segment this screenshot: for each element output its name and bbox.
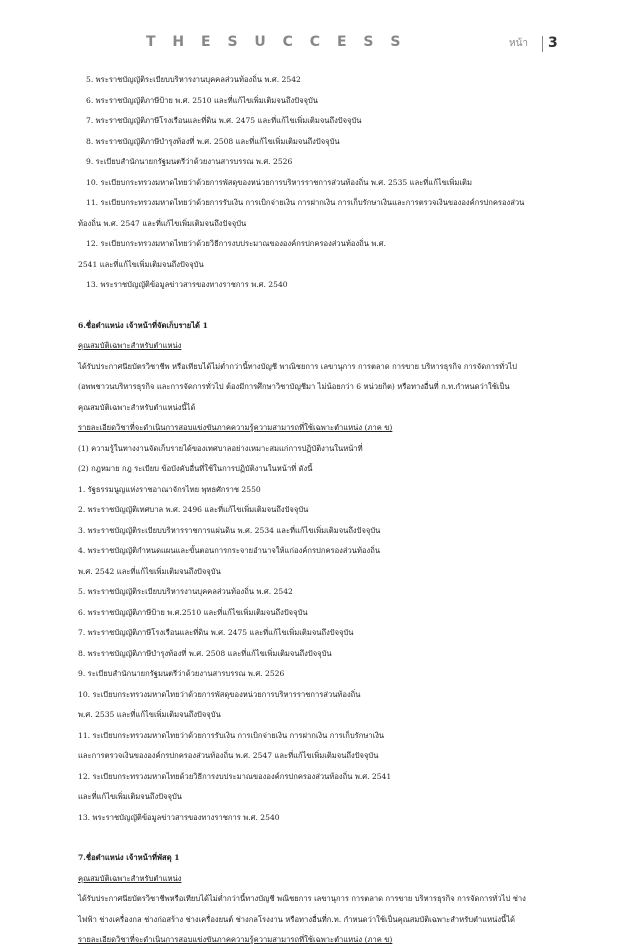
text-line: 2541 และที่แก้ไขเพิ่มเติมจนถึงปัจจุบัน <box>78 259 204 269</box>
page-header <box>0 0 638 70</box>
text-line: 12. ระเบียบกระทรวงมหาดไทยว่าด้วยวิธีการงบประมาณขององค์กรปกครองส่วนท้องถิ่น พ.ศ. <box>86 239 387 248</box>
text-line: 7. พระราชบัญญัติภาษีโรงเรือนและที่ดิน พ.ศ. 2475 และที่แก้ไขเพิ่มเติมจนถึงปัจจุบัน <box>86 116 362 125</box>
text-line: (อพพชาวนบริหารธุรกิจ และการจัดการทั่วไป ต้องมีการศึกษาวิชาบัญชีมา ไม่น้อยกว่า 6 หน่วยกิต) หรือทางอื่นที่ ก.ท.กำหนดว่าใช้เป็น <box>78 382 510 391</box>
section-heading: 7.ชื่อตำแหน่ง เจ้าหน้าที่พัสดุ 1 <box>78 853 180 862</box>
text-line: รายละเอียดวิชาที่จะดำเนินการสอบแข่งขันภาคความรู้ความสามารถที่ใช้เฉพาะตำแหน่ง (ภาค ข) <box>78 423 393 432</box>
text-line: ท้องถิ่น พ.ศ. 2547 และที่แก้ไขเพิ่มเติมจนถึงปัจจุบัน <box>78 218 247 228</box>
text-line: 10. ระเบียบกระทรวงมหาดไทยว่าด้วยการพัสดุของหน่วยการบริหารราชการส่วนท้องถิ่น <box>78 689 361 699</box>
text-line: 13. พระราชบัญญัติข้อมูลข่าวสารของทางราชการ พ.ศ. 2540 <box>78 812 280 822</box>
text-line: 12. ระเบียบกระทรวงมหาดไทยด้วยวิธีการงบประมาณขององค์กรปกครองส่วนท้องถิ่น พ.ศ. 2541 <box>78 771 392 781</box>
text-line: 11. ระเบียบกระทรวงมหาดไทยว่าด้วยการรับเงิน การเบิกจ่ายเงิน การฝากเงิน การเก็บรักษาเงินและการตรวจเงินขององค์กรปกครองส่วน <box>86 198 525 207</box>
text-line: 10. ระเบียบกระทรวงมหาดไทยว่าด้วยการพัสดุของหน่วยการบริหารราชการส่วนท้องถิ่น พ.ศ. 2535 และที่แก้ไขเพิ่มเติม <box>86 177 472 187</box>
page-number: 3 <box>548 35 558 51</box>
section-heading: 6.ชื่อตำแหน่ง เจ้าหน้าที่จัดเก็บรายได้ 1 <box>78 320 208 330</box>
text-line: ได้รับประกาศนียบัตรวิชาชีพหรือเทียบได้ไม่ต่ำกว่านี้ทางบัญชี พณิชยการ เลขานุการ การตลาด การขาย บริหารธุรกิจ การจัดการทั่วไป ช่าง <box>78 894 526 903</box>
text-line: ไฟฟ้า ช่างเครื่องกล ช่างก่อสร้าง ช่างเครื่องยนต์ ช่างกลโรงงาน หรือทางอื่นที่ก.ท. กำหนดว่าใช้เป็นคุณสมบัติเฉพาะสำหรับตำแหน่งนี้ได้ <box>78 914 515 924</box>
text-line: 7. พระราชบัญญัติภาษีโรงเรือนและที่ดิน พ.ศ. 2475 และที่แก้ไขเพิ่มเติมจนถึงปัจจุบัน <box>78 628 354 637</box>
text-line: 11. ระเบียบกระทรวงมหาดไทยว่าด้วยการรับเงิน การเบิกจ่ายเงิน การฝากเงิน การเก็บรักษาเงิน <box>78 730 385 740</box>
spacer <box>78 828 583 848</box>
text-line: 8. พระราชบัญญัติภาษีบำรุงท้องที่ พ.ศ. 2508 และที่แก้ไขเพิ่มเติมจนถึงปัจจุบัน <box>78 648 332 658</box>
text-line: และที่แก้ไขเพิ่มเติมจนถึงปัจจุบัน <box>78 792 182 801</box>
text-line: 3. พระราชบัญญัติระเบียบบริหารราชการแผ่นดิน พ.ศ. 2534 และที่แก้ไขเพิ่มเติมจนถึงปัจจุบัน <box>78 525 381 535</box>
text-line: คุณสมบัติเฉพาะสำหรับตำแหน่ง <box>78 341 182 350</box>
text-line: พ.ศ. 2542 และที่แก้ไขเพิ่มเติมจนถึงปัจจุบัน <box>78 566 221 576</box>
document-body <box>78 70 583 951</box>
text-line: และการตรวจเงินขององค์กรปกครองส่วนท้องถิ่น พ.ศ. 2547 และที่แก้ไขเพิ่มเติมจนถึงปัจจุบัน <box>78 751 379 760</box>
page-label: หน้า <box>509 38 529 49</box>
text-line: 6. พระราชบัญญัติภาษีป้าย พ.ศ. 2510 และที่แก้ไขเพิ่มเติมจนถึงปัจจุบัน <box>86 95 318 105</box>
page-separator <box>542 36 543 52</box>
text-line: 2. พระราชบัญญัติเทศบาล พ.ศ. 2496 และที่แก้ไขเพิ่มเติมจนถึงปัจจุบัน <box>78 505 309 514</box>
text-line: 6. พระราชบัญญัติภาษีป้าย พ.ศ.2510 และที่แก้ไขเพิ่มเติมจนถึงปัจจุบัน <box>78 607 308 617</box>
text-line: (1) ความรู้ในทางงานจัดเก็บรายได้ของเทศบาลอย่างเหมาะสมแก่การปฏิบัติงานในหน้าที่ <box>78 443 363 453</box>
text-line: 8. พระราชบัญญัติภาษีบำรุงท้องที่ พ.ศ. 2508 และที่แก้ไขเพิ่มเติมจนถึงปัจจุบัน <box>86 136 340 146</box>
text-line: 5. พระราชบัญญัติระเบียบบริหารงานบุคคลส่วนท้องถิ่น พ.ศ. 2542 <box>78 587 293 596</box>
text-line: 9. ระเบียบสำนักนายกรัฐมนตรีว่าด้วยงานสารบรรณ พ.ศ. 2526 <box>86 157 293 166</box>
text-line: 9. ระเบียบสำนักนายกรัฐมนตรีว่าด้วยงานสารบรรณ พ.ศ. 2526 <box>78 669 285 678</box>
text-line: รายละเอียดวิชาที่จะดำเนินการสอบแข่งขันภาคความรู้ความสามารถที่ใช้เฉพาะตำแหน่ง (ภาค ข) <box>78 935 393 944</box>
text-line: 1. รัฐธรรมนูญแห่งราชอาณาจักรไทย พุทธศักราช 2550 <box>78 484 261 494</box>
text-line: คุณสมบัติเฉพาะสำหรับตำแหน่ง <box>78 873 182 883</box>
text-line: คุณสมบัติเฉพาะสำหรับตำแหน่งนี้ได้ <box>78 402 196 412</box>
spacer <box>78 296 583 316</box>
text-line: 13. พระราชบัญญัติข้อมูลข่าวสารของทางราชการ พ.ศ. 2540 <box>86 280 288 289</box>
brand-title: T H E S U C C E S S <box>146 34 407 50</box>
text-line: 5. พระราชบัญญัติระเบียบบริหารงานบุคคลส่วนท้องถิ่น พ.ศ. 2542 <box>86 75 301 84</box>
text-line: 4. พระราชบัญญัติกำหนดแผนและขั้นตอนการกระจายอำนาจให้แก่องค์กรปกครองส่วนท้องถิ่น <box>78 546 381 555</box>
text-line: ได้รับประกาศนียบัตรวิชาชีพ หรือเทียบได้ไม่ต่ำกว่านี้ทางบัญชี พาณิชยการ เลขานุการ การตลาด การขาย บริหารธุรกิจ การจัดการทั่วไป <box>78 361 517 371</box>
text-line: พ.ศ. 2535 และที่แก้ไขเพิ่มเติมจนถึงปัจจุบัน <box>78 710 221 719</box>
text-line: (2) กฎหมาย กฎ ระเบียบ ข้อบังคับอื่นที่ใช้ในการปฏิบัติงานในหน้าที่ ดังนี้ <box>78 464 313 473</box>
